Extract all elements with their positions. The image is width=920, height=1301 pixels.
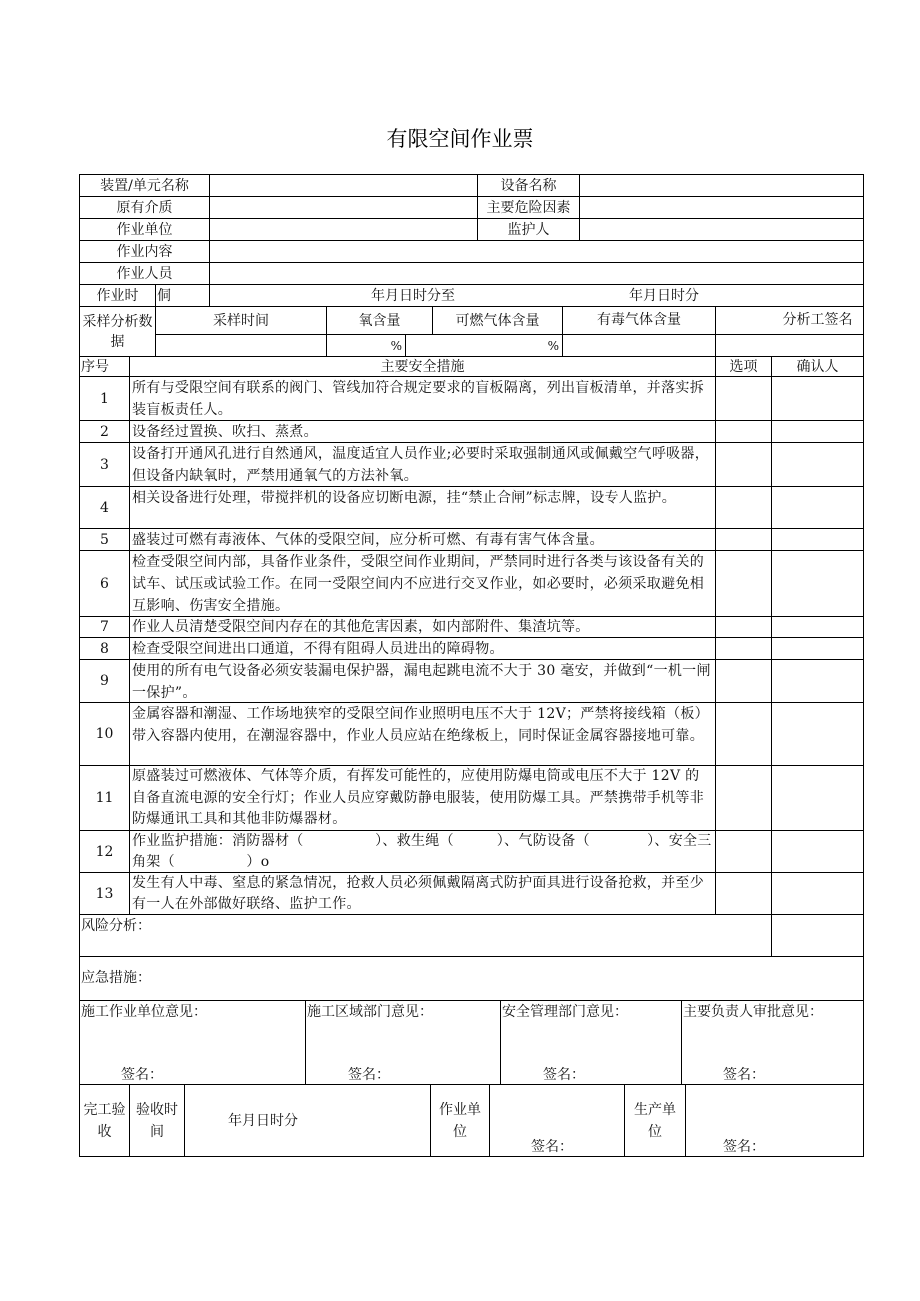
area-department-opinion-label: 施工区域部门意见： xyxy=(307,1004,433,1020)
measure-option-cell[interactable] xyxy=(716,873,772,915)
work-unit-field[interactable] xyxy=(210,219,478,241)
measure-option-cell[interactable] xyxy=(716,443,772,487)
measure-text: 使用的所有电气设备必须安装漏电保护器，漏电起跳电流不大于 30 毫安，并做到“一机一闸一保护”。 xyxy=(130,660,716,703)
measure-confirm-cell[interactable] xyxy=(772,529,864,551)
measure-confirm-cell[interactable] xyxy=(772,638,864,660)
production-unit-sign-field[interactable] xyxy=(686,1085,864,1157)
measure-no: 12 xyxy=(80,831,130,873)
production-unit-label: 生产单位 xyxy=(633,1101,676,1140)
completion-label: 完工验收 xyxy=(83,1101,126,1140)
toxic-gas-header: 有毒气体含量 xyxy=(563,307,716,335)
device-unit-label: 装置/单元名称 xyxy=(80,175,210,197)
chief-approval-opinion-label: 主要负责人审批意见： xyxy=(683,1004,823,1020)
measure-text: 设备打开通风孔进行自然通风，温度适宜人员作业;必要时采取强制通风或佩戴空气呼吸器，但设备内缺氧时，严禁用通氧气的方法补氧。 xyxy=(130,443,716,487)
measure-no: 1 xyxy=(80,377,130,421)
sampling-label-cell xyxy=(80,307,156,357)
area-department-opinion[interactable] xyxy=(306,1001,501,1085)
production-unit-sign-label: 签名： xyxy=(723,1139,765,1155)
risk-analysis-label: 风险分析： xyxy=(81,918,151,934)
workers-label: 作业人员 xyxy=(80,263,210,285)
guardian-label: 监护人 xyxy=(478,219,580,241)
measure-text: 检查受限空间进出口通道，不得有阻碍人员进出的障碍物。 xyxy=(130,638,716,660)
measure-no: 3 xyxy=(80,443,130,487)
acceptance-time-label: 验收时间 xyxy=(135,1101,178,1140)
measure-text: 金属容器和潮湿、工作场地狭窄的受限空间作业照明电压不大于 12V；严禁将接线箱（板）带入容器内使用，在潮湿容器中，作业人员应站在绝缘板上，同时保证金属容器接地可靠。 xyxy=(130,703,716,766)
construction-unit-sign-label: 签名： xyxy=(121,1067,163,1083)
measure-no-header: 序号 xyxy=(80,357,130,377)
area-department-sign-label: 签名： xyxy=(348,1067,390,1083)
measure-text: 作业监护措施：消防器材（ ）、救生绳（ ）、气防设备（ ）、安全三角架（ ）o xyxy=(130,831,716,873)
measure-confirm-cell[interactable] xyxy=(772,831,864,873)
analyst-signature-header: 分析工签名 xyxy=(716,307,864,335)
flammable-gas-header: 可燃气体含量 xyxy=(433,307,563,335)
chief-approval-sign-label: 签名： xyxy=(723,1067,765,1083)
sampling-label: 采样分析数据 xyxy=(82,313,153,350)
measure-no: 4 xyxy=(80,487,130,529)
measure-no: 8 xyxy=(80,638,130,660)
acceptance-time-field[interactable] xyxy=(185,1085,431,1157)
guardian-field[interactable] xyxy=(580,219,864,241)
oxygen-unit: % xyxy=(390,338,402,353)
completion-work-unit-sign-field[interactable] xyxy=(490,1085,625,1157)
page-title: 有限空间作业票 xyxy=(386,127,534,151)
measure-text: 设备经过置换、吹扫、蒸煮。 xyxy=(130,421,716,443)
work-time-field[interactable] xyxy=(210,285,864,307)
safety-department-sign-label: 签名： xyxy=(543,1067,585,1083)
sample-time-header: 采样时间 xyxy=(156,307,327,335)
work-unit-label: 作业单位 xyxy=(80,219,210,241)
production-unit-label-cell xyxy=(625,1085,686,1157)
measure-option-cell[interactable] xyxy=(716,487,772,529)
chief-approval-opinion[interactable] xyxy=(682,1001,864,1085)
main-hazard-field[interactable] xyxy=(580,197,864,219)
completion-work-unit-sign-label: 签名： xyxy=(531,1139,573,1155)
measure-no: 11 xyxy=(80,766,130,831)
measure-option-cell[interactable] xyxy=(716,421,772,443)
workers-field[interactable] xyxy=(210,263,864,285)
original-medium-label: 原有介质 xyxy=(80,197,210,219)
measure-confirm-cell[interactable] xyxy=(772,377,864,421)
original-medium-field[interactable] xyxy=(210,197,478,219)
measure-option-cell[interactable] xyxy=(716,766,772,831)
analyst-signature-field[interactable] xyxy=(716,335,864,357)
measure-no: 5 xyxy=(80,529,130,551)
measure-option-cell[interactable] xyxy=(716,660,772,703)
measure-option-cell[interactable] xyxy=(716,831,772,873)
measure-text: 所有与受限空间有联系的阀门、管线加符合规定要求的盲板隔离，列出盲板清单，并落实拆装盲板责任人。 xyxy=(130,377,716,421)
confirm-header: 确认人 xyxy=(772,357,864,377)
work-permit-table xyxy=(79,174,864,1157)
measure-text: 发生有人中毒、窒息的紧急情况，抢救人员必须佩戴隔离式防护面具进行设备抢救，并至少有一人在外部做好联络、监护工作。 xyxy=(130,873,716,915)
measure-header: 主要安全措施 xyxy=(130,357,716,377)
measure-option-cell[interactable] xyxy=(716,638,772,660)
measure-confirm-cell[interactable] xyxy=(772,873,864,915)
completion-work-unit-label: 作业单位 xyxy=(438,1101,481,1140)
completion-label-cell xyxy=(80,1085,130,1157)
emergency-measures-field[interactable] xyxy=(80,957,864,1001)
emergency-measures-label: 应急措施： xyxy=(81,970,151,986)
measure-confirm-cell[interactable] xyxy=(772,443,864,487)
toxic-gas-field[interactable] xyxy=(563,335,716,357)
measure-no: 9 xyxy=(80,660,130,703)
work-content-label: 作业内容 xyxy=(80,241,210,263)
acceptance-time-label-cell xyxy=(130,1085,185,1157)
measure-text: 相关设备进行处理，带搅拌机的设备应切断电源，挂“禁止合闸”标志牌，设专人监护。 xyxy=(130,487,716,529)
equipment-name-field[interactable] xyxy=(580,175,864,197)
completion-work-unit-label-cell xyxy=(431,1085,490,1157)
sample-time-field[interactable] xyxy=(156,335,327,357)
measure-option-cell[interactable] xyxy=(716,529,772,551)
equipment-name-label: 设备名称 xyxy=(478,175,580,197)
option-header: 选项 xyxy=(716,357,772,377)
measure-text: 检查受限空间内部，具备作业条件，受限空间作业期间，严禁同时进行各类与该设备有关的试车、试压或试验工作。在同一受限空间内不应进行交叉作业，如必要时，必须采取避免相互影响、伤害安全措施。 xyxy=(130,551,716,617)
measure-no: 13 xyxy=(80,873,130,915)
measure-no: 6 xyxy=(80,551,130,617)
flammable-gas-unit: % xyxy=(547,338,559,353)
construction-unit-opinion-label: 施工作业单位意见： xyxy=(81,1004,207,1020)
measure-option-cell[interactable] xyxy=(716,551,772,617)
measure-confirm-cell[interactable] xyxy=(772,551,864,617)
measure-option-cell[interactable] xyxy=(716,617,772,638)
measure-no: 10 xyxy=(80,703,130,766)
measure-confirm-cell[interactable] xyxy=(772,617,864,638)
measure-option-cell[interactable] xyxy=(716,703,772,766)
measure-no: 7 xyxy=(80,617,130,638)
device-unit-field[interactable] xyxy=(210,175,478,197)
acceptance-time-value: 年月日时分 xyxy=(228,1112,298,1129)
time-start-text: 年月日时分至 xyxy=(371,288,455,304)
risk-analysis-field[interactable] xyxy=(80,915,772,957)
time-end-text: 年月日时分 xyxy=(629,288,699,304)
measure-text: 作业人员清楚受限空间内存在的其他危害因素，如内部附件、集渣坑等。 xyxy=(130,617,716,638)
work-time-label: 作业时 xyxy=(80,285,156,307)
flammable-gas-field[interactable] xyxy=(406,335,563,357)
work-content-field[interactable] xyxy=(210,241,864,263)
measure-option-cell[interactable] xyxy=(716,377,772,421)
measure-confirm-cell[interactable] xyxy=(772,487,864,529)
measure-text: 盛装过可燃有毒液体、气体的受限空间，应分析可燃、有毒有害气体含量。 xyxy=(130,529,716,551)
construction-unit-opinion[interactable] xyxy=(80,1001,306,1085)
measure-no: 2 xyxy=(80,421,130,443)
measure-confirm-cell[interactable] xyxy=(772,660,864,703)
measure-confirm-cell[interactable] xyxy=(772,703,864,766)
main-hazard-label: 主要危险因素 xyxy=(478,197,580,219)
measure-text: 原盛装过可燃液体、气体等介质，有挥发可能性的，应使用防爆电筒或电压不大于 12V 的自备直流电源的安全行灯；作业人员应穿戴防静电服装，使用防爆工具。严禁携带手机等非防爆通讯工具和其他非防爆器材。 xyxy=(130,766,716,831)
work-time-label-suffix: 侗 xyxy=(156,285,210,307)
measure-confirm-cell[interactable] xyxy=(772,766,864,831)
safety-department-opinion-label: 安全管理部门意见： xyxy=(502,1004,628,1020)
oxygen-field[interactable] xyxy=(327,335,406,357)
safety-department-opinion[interactable] xyxy=(501,1001,682,1085)
measure-confirm-cell[interactable] xyxy=(772,421,864,443)
risk-analysis-side-cell[interactable] xyxy=(772,915,864,957)
oxygen-header: 氧含量 xyxy=(327,307,433,335)
